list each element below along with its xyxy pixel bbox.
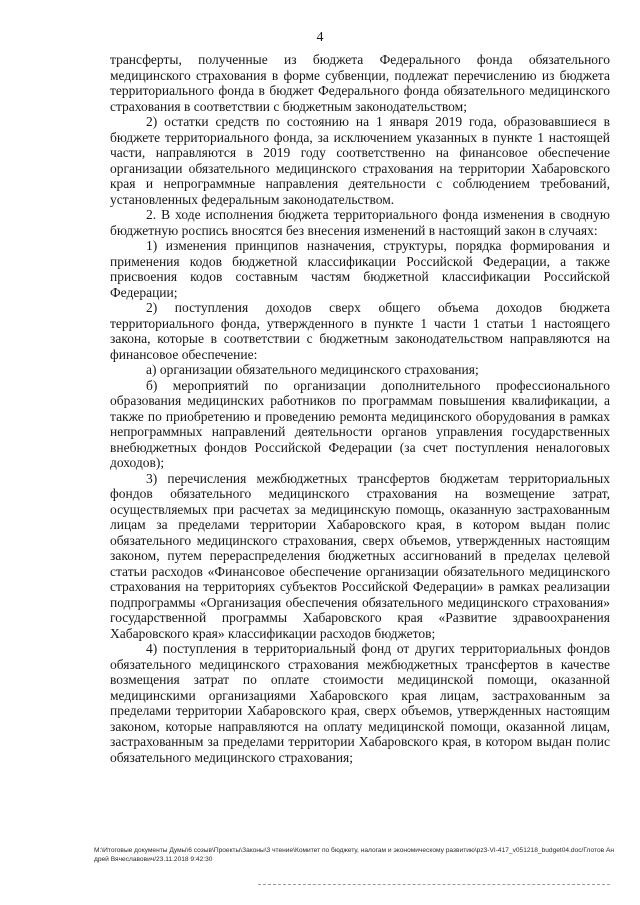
paragraph: 4) поступления в территориальный фонд от других территориальных фондов обязательного медицинского страхования межбюджетных трансфертов в качестве возмещения затрат по оплате стоимости медицинской помощи, оказанной медицинскими организациями Хабаровского края лицам, застрахованным за пределами территории Хабаровского края, сверх объемов, утвержденных настоящим законом, которые направляются на оплату медицинской помощи, оказанной лицам, застрахованным за пределами территории Хабаровского края, в котором выдан полис обязательного медицинского страхования; <box>110 641 610 765</box>
document-body <box>110 52 610 765</box>
paragraph: а) организации обязательного медицинского страхования; <box>146 362 479 377</box>
paragraph: 2. В ходе исполнения бюджета территориального фонда изменения в сводную бюджетную роспись вносятся без внесения изменений в настоящий закон в случаях: <box>110 207 610 238</box>
paragraph: б) мероприятий по организации дополнительного профессионального образования медицинских работников по программам повышения квалификации, а также по приобретению и проведению ремонта медицинского оборудования в рамках непрограммных направлений деятельности органов управления государственных внебюджетных фондов Российской Федерации (за счет поступления неналоговых доходов); <box>110 377 610 470</box>
page-number: 4 <box>316 30 324 45</box>
bottom-divider <box>258 884 610 885</box>
paragraph: 2) остатки средств по состоянию на 1 января 2019 года, образовавшиеся в бюджете территориального фонда, за исключением указанных в пункте 1 настоящей части, направляются в 2019 году соответственно на финансовое обеспечение организации обязательного медицинского страхования на территории Хабаровского края и непрограммные направления деятельности с соблюдением требований, установленных федеральным законодательством. <box>110 114 610 207</box>
paragraph: 3) перечисления межбюджетных трансфертов бюджетам территориальных фондов обязательного медицинского страхования на возмещение затрат, осуществляемых при расчетах за медицинскую помощь, оказанную застрахованным лицам за пределами территории Хабаровского края, в котором выдан полис обязательного медицинского страхования, сверх объемов, утвержденных настоящим законом, путем перераспределения бюджетных ассигнований в пределах целевой статьи расходов «Финансовое обеспечение организации обязательного медицинского страхования на территориях субъектов Российской Федерации» в рамках реализации подпрограммы «Организация обеспечения обязательного медицинского страхования» государственной программы Хабаровского края «Развитие здравоохранения Хабаровского края» классификации расходов бюджетов; <box>110 470 610 641</box>
paragraph: 2) поступления доходов сверх общего объема доходов бюджета территориального фонда, утвержденного в пункте 1 части 1 статьи 1 настоящего закона, которые в соответствии с бюджетным законодательством направляются на финансовое обеспечение: <box>110 300 610 362</box>
file-path-footer: M:\Итоговые документы Думы\6 созыв\Проекты\Законы\3 чтение\Комитет по бюджету, налогам и экономическому развитию\pz3-VI-417_v051218_budget04.doc/Глотов Андрей Вячеславович/23.11.2018 9:42:30 <box>94 847 614 863</box>
paragraph: 1) изменения принципов назначения, структуры, порядка формирования и применения кодов бюджетной классификации Российской Федерации, а также присвоения кодов составным частям бюджетной классификации Российской Федерации; <box>110 238 610 300</box>
paragraph: трансферты, полученные из бюджета Федерального фонда обязательного медицинского страхования в форме субвенции, подлежат перечислению из бюджета территориального фонда в бюджет Федерального фонда обязательного медицинского страхования в соответствии с бюджетным законодательством; <box>110 52 610 114</box>
